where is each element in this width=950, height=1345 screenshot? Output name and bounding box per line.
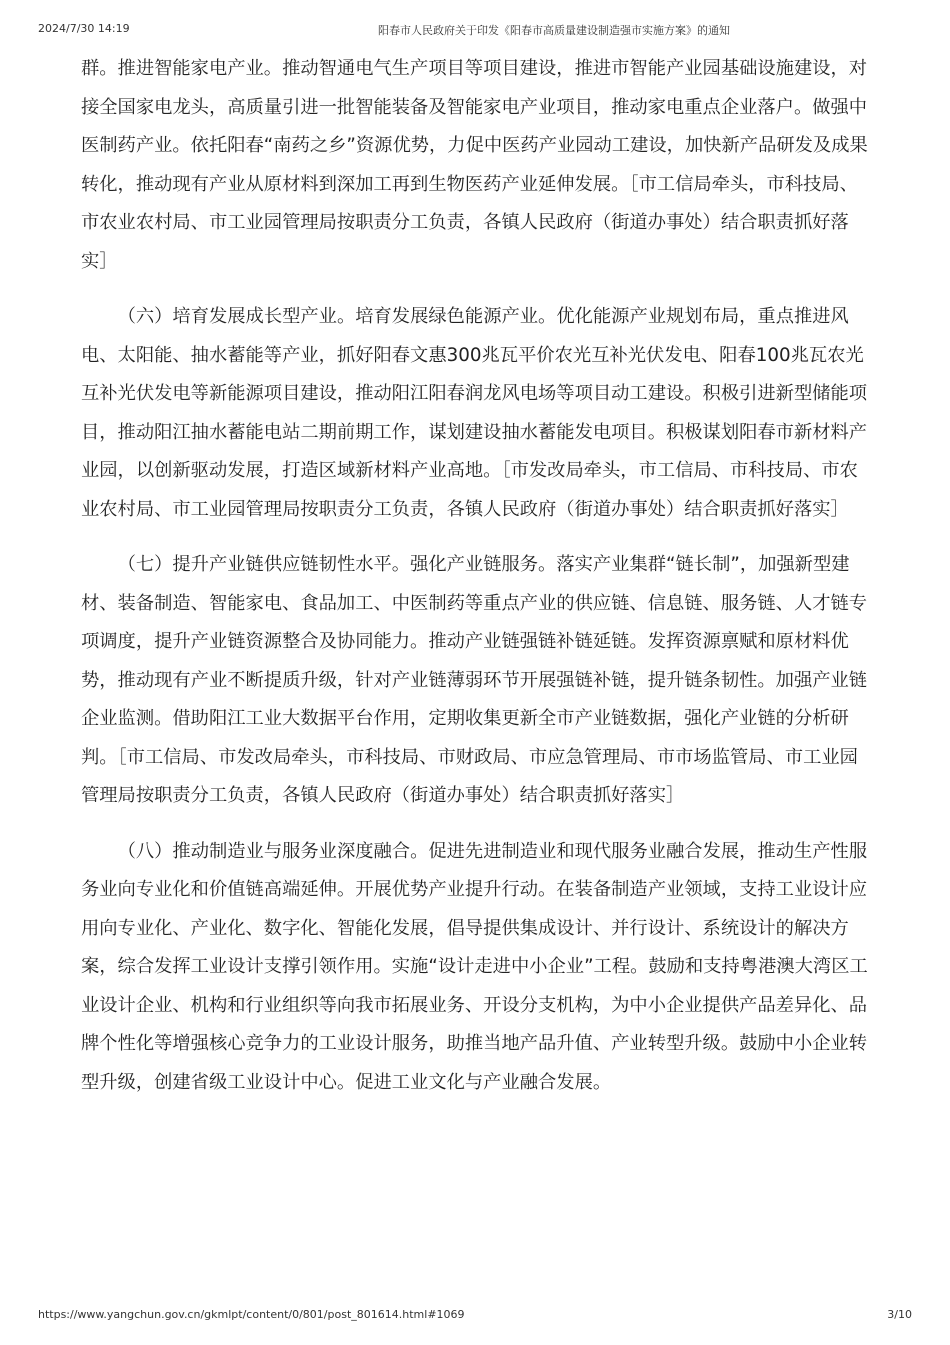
paragraph-continued: 群。推进智能家电产业。推动智通电气生产项目等项目建设，推进市智能产业园基础设施建设，对接全国家电龙头，高质量引进一批智能装备及智能家电产业项目，推动家电重点企业落户。做强中医制药产业。依托阳春“南药之乡”资源优势，力促中医药产业园动工建设，加快新产品研发及成果转化，推动现有产业从原材料到深加工再到生物医药产业延伸发展。［市工信局牵头，市科技局、市农业农村局、市工业园管理局按职责分工负责，各镇人民政府（街道办事处）结合职责抓好落实］ [81, 58, 868, 272]
paragraph-section-8: （八）推动制造业与服务业深度融合。促进先进制造业和现代服务业融合发展，推动生产性服务业向专业化和价值链高端延伸。开展优势产业提升行动。在装备制造产业领域，支持工业设计应用向专业化、产业化、数字化、智能化发展，倡导提供集成设计、并行设计、系统设计的解决方案，综合发挥工业设计支撑引领作用。实施“设计走进中小企业”工程。鼓励和支持粤港澳大湾区工业设计企业、机构和行业组织等向我市拓展业务、开设分支机构，为中小企业提供产品差异化、品牌个性化等增强核心竞争力的工业设计服务，助推当地产品升值、产业转型升级。鼓励中小企业转型升级，创建省级工业设计中心。促进工业文化与产业融合发展。 [81, 840, 868, 1093]
document-body [81, 50, 871, 1119]
paragraph-section-7: （七）提升产业链供应链韧性水平。强化产业链服务。落实产业集群“链长制”，加强新型建材、装备制造、智能家电、食品加工、中医制药等重点产业的供应链、信息链、服务链、人才链专项调度，提升产业链资源整合及协同能力。推动产业链强链补链延链。发挥资源禀赋和原材料优势，推动现有产业不断提质升级，针对产业链薄弱环节开展强链补链，提升链条韧性。加强产业链企业监测。借助阳江工业大数据平台作用，定期收集更新全市产业链数据，强化产业链的分析研判。［市工信局、市发改局牵头，市科技局、市财政局、市应急管理局、市市场监管局、市工业园管理局按职责分工负责，各镇人民政府（街道办事处）结合职责抓好落实］ [81, 554, 868, 806]
print-footer [38, 1308, 912, 1328]
page-url: https://www.yangchun.gov.cn/gkmlpt/content/0/801/post_801614.html#1069 [38, 1308, 465, 1321]
paragraph-section-6: （六）培育发展成长型产业。培育发展绿色能源产业。优化能源产业规划布局，重点推进风电、太阳能、抽水蓄能等产业，抓好阳春文惠300兆瓦平价农光互补光伏发电、阳春100兆瓦农光互补光伏发电等新能源项目建设，推动阳江阳春润龙风电场等项目动工建设。积极引进新型储能项目，推动阳江抽水蓄能电站二期前期工作，谋划建设抽水蓄能发电项目。积极谋划阳春市新材料产业园，以创新驱动发展，打造区域新材料产业高地。［市发改局牵头，市工信局、市科技局、市农业农村局、市工业园管理局按职责分工负责，各镇人民政府（街道办事处）结合职责抓好落实］ [81, 306, 868, 520]
print-header [38, 22, 912, 42]
print-datetime: 2024/7/30 14:19 [38, 22, 130, 35]
page-title: 阳春市人民政府关于印发《阳春市高质量建设制造强市实施方案》的通知 [378, 24, 730, 37]
page-number: 3/10 [887, 1308, 912, 1321]
